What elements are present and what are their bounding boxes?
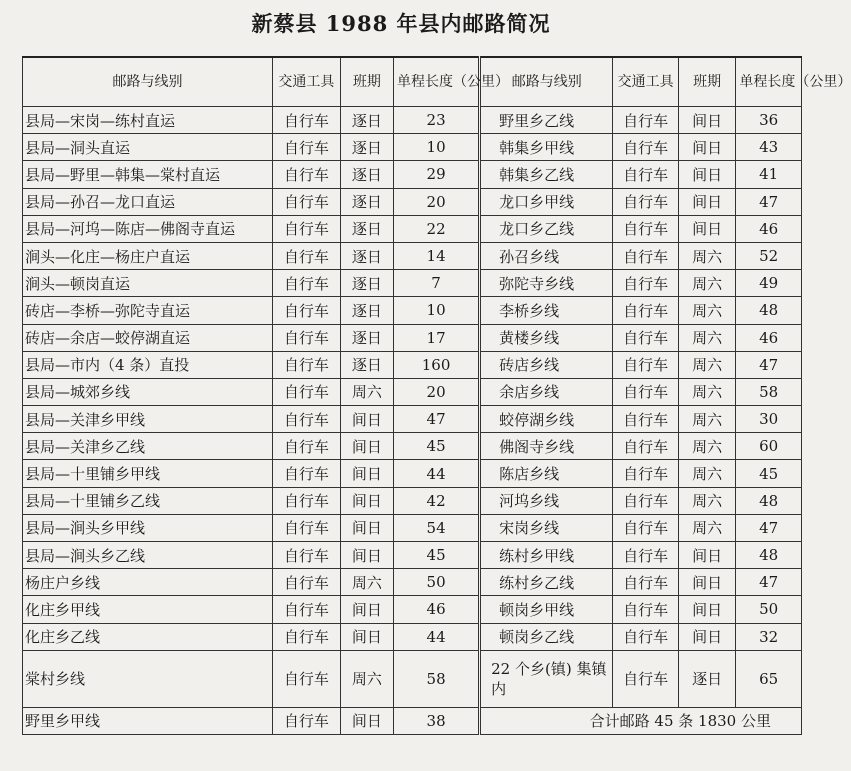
transport-cell: 自行车 bbox=[273, 215, 341, 242]
table-row bbox=[23, 707, 802, 734]
transport-cell: 自行车 bbox=[273, 460, 341, 487]
schedule-cell: 间日 bbox=[340, 707, 393, 734]
transport-cell-right: 自行车 bbox=[613, 378, 679, 405]
transport-cell: 自行车 bbox=[273, 514, 341, 541]
length-cell: 10 bbox=[394, 297, 480, 324]
length-cell-right: 50 bbox=[736, 596, 802, 623]
transport-cell: 自行车 bbox=[273, 707, 341, 734]
schedule-cell-right: 间日 bbox=[678, 596, 735, 623]
transport-cell: 自行车 bbox=[273, 542, 341, 569]
table-row bbox=[23, 324, 802, 351]
length-cell: 58 bbox=[394, 650, 480, 707]
schedule-cell-right: 间日 bbox=[678, 161, 735, 188]
table-row bbox=[23, 351, 802, 378]
table-row bbox=[23, 188, 802, 215]
schedule-cell: 逐日 bbox=[340, 270, 393, 297]
table-header-row bbox=[23, 57, 802, 107]
length-cell-right: 30 bbox=[736, 406, 802, 433]
schedule-cell: 逐日 bbox=[340, 188, 393, 215]
transport-cell-right: 自行车 bbox=[613, 514, 679, 541]
transport-cell: 自行车 bbox=[273, 378, 341, 405]
length-cell-right: 41 bbox=[736, 161, 802, 188]
route-name-right: 韩集乡乙线 bbox=[480, 161, 613, 188]
transport-cell: 自行车 bbox=[273, 134, 341, 161]
length-cell-right: 46 bbox=[736, 215, 802, 242]
length-cell-right: 47 bbox=[736, 569, 802, 596]
length-cell: 22 bbox=[394, 215, 480, 242]
transport-cell-right: 自行车 bbox=[613, 270, 679, 297]
route-name: 杨庄户乡线 bbox=[23, 569, 273, 596]
schedule-cell: 间日 bbox=[340, 623, 393, 650]
route-name-right: 龙口乡乙线 bbox=[480, 215, 613, 242]
length-cell-right: 48 bbox=[736, 487, 802, 514]
transport-cell-right: 自行车 bbox=[613, 297, 679, 324]
length-cell-right: 45 bbox=[736, 460, 802, 487]
schedule-cell-right: 间日 bbox=[678, 188, 735, 215]
postal-routes-table bbox=[22, 56, 851, 735]
schedule-cell-right: 周六 bbox=[678, 514, 735, 541]
route-name: 县局—市内（4 条）直投 bbox=[23, 351, 273, 378]
schedule-cell: 间日 bbox=[340, 487, 393, 514]
table-row bbox=[23, 542, 802, 569]
table-row bbox=[23, 242, 802, 269]
length-cell: 160 bbox=[394, 351, 480, 378]
table-row bbox=[23, 161, 802, 188]
route-name-right: 李桥乡线 bbox=[480, 297, 613, 324]
table-row bbox=[23, 433, 802, 460]
transport-cell: 自行车 bbox=[273, 270, 341, 297]
length-cell-right: 52 bbox=[736, 242, 802, 269]
schedule-cell: 间日 bbox=[340, 596, 393, 623]
schedule-cell-right: 间日 bbox=[678, 542, 735, 569]
length-cell-right: 46 bbox=[736, 324, 802, 351]
transport-cell-right: 自行车 bbox=[613, 188, 679, 215]
schedule-cell: 逐日 bbox=[340, 107, 393, 134]
route-name-right: 陈店乡线 bbox=[480, 460, 613, 487]
schedule-cell-right: 间日 bbox=[678, 134, 735, 161]
schedule-cell-right: 周六 bbox=[678, 487, 735, 514]
header-route: 邮路与线别 bbox=[23, 57, 273, 107]
transport-cell: 自行车 bbox=[273, 324, 341, 351]
table-row bbox=[23, 487, 802, 514]
schedule-cell-right: 间日 bbox=[678, 623, 735, 650]
table-row bbox=[23, 378, 802, 405]
schedule-cell-right: 周六 bbox=[678, 406, 735, 433]
length-cell: 17 bbox=[394, 324, 480, 351]
length-cell-right: 47 bbox=[736, 351, 802, 378]
schedule-cell-right: 周六 bbox=[678, 242, 735, 269]
schedule-cell-right: 间日 bbox=[678, 569, 735, 596]
route-name: 野里乡甲线 bbox=[23, 707, 273, 734]
transport-cell: 自行车 bbox=[273, 297, 341, 324]
length-cell: 45 bbox=[394, 433, 480, 460]
transport-cell-right: 自行车 bbox=[613, 569, 679, 596]
route-name: 县局—十里铺乡甲线 bbox=[23, 460, 273, 487]
route-name-right: 顿岗乡甲线 bbox=[480, 596, 613, 623]
schedule-cell: 逐日 bbox=[340, 242, 393, 269]
schedule-cell-right: 逐日 bbox=[678, 650, 735, 707]
transport-cell-right: 自行车 bbox=[613, 161, 679, 188]
schedule-cell: 逐日 bbox=[340, 324, 393, 351]
transport-cell: 自行车 bbox=[273, 351, 341, 378]
route-name: 县局—十里铺乡乙线 bbox=[23, 487, 273, 514]
length-cell-right: 48 bbox=[736, 297, 802, 324]
postal-routes-table-wrap bbox=[22, 56, 851, 735]
length-cell: 46 bbox=[394, 596, 480, 623]
route-name: 化庄乡乙线 bbox=[23, 623, 273, 650]
route-name-right: 弥陀寺乡线 bbox=[480, 270, 613, 297]
route-name: 县局—关津乡甲线 bbox=[23, 406, 273, 433]
transport-cell-right: 自行车 bbox=[613, 134, 679, 161]
route-name: 涧头—顿岗直运 bbox=[23, 270, 273, 297]
transport-cell-right: 自行车 bbox=[613, 433, 679, 460]
table-row bbox=[23, 270, 802, 297]
table-row bbox=[23, 514, 802, 541]
schedule-cell: 逐日 bbox=[340, 161, 393, 188]
header-transport-right: 交通工具 bbox=[613, 57, 679, 107]
length-cell-right: 47 bbox=[736, 188, 802, 215]
table-row bbox=[23, 569, 802, 596]
schedule-cell-right: 间日 bbox=[678, 107, 735, 134]
schedule-cell: 间日 bbox=[340, 542, 393, 569]
transport-cell-right: 自行车 bbox=[613, 324, 679, 351]
transport-cell: 自行车 bbox=[273, 596, 341, 623]
transport-cell-right: 自行车 bbox=[613, 650, 679, 707]
route-name: 化庄乡甲线 bbox=[23, 596, 273, 623]
schedule-cell: 间日 bbox=[340, 514, 393, 541]
schedule-cell-right: 间日 bbox=[678, 215, 735, 242]
route-name: 县局—洞头直运 bbox=[23, 134, 273, 161]
schedule-cell: 间日 bbox=[340, 460, 393, 487]
route-name-right: 龙口乡甲线 bbox=[480, 188, 613, 215]
schedule-cell-right: 周六 bbox=[678, 270, 735, 297]
route-name: 县局—城郊乡线 bbox=[23, 378, 273, 405]
transport-cell: 自行车 bbox=[273, 242, 341, 269]
length-cell: 38 bbox=[394, 707, 480, 734]
transport-cell-right: 自行车 bbox=[613, 487, 679, 514]
header-schedule-right: 班期 bbox=[678, 57, 735, 107]
table-row bbox=[23, 297, 802, 324]
schedule-cell-right: 周六 bbox=[678, 297, 735, 324]
length-cell: 47 bbox=[394, 406, 480, 433]
transport-cell: 自行车 bbox=[273, 487, 341, 514]
route-name-right: 蛟停湖乡线 bbox=[480, 406, 613, 433]
transport-cell-right: 自行车 bbox=[613, 242, 679, 269]
table-row bbox=[23, 406, 802, 433]
length-cell-right: 32 bbox=[736, 623, 802, 650]
route-name-right: 韩集乡甲线 bbox=[480, 134, 613, 161]
table-row bbox=[23, 460, 802, 487]
route-name-right: 佛阁寺乡线 bbox=[480, 433, 613, 460]
route-name-right: 顿岗乡乙线 bbox=[480, 623, 613, 650]
route-name-right: 宋岗乡线 bbox=[480, 514, 613, 541]
length-cell-right: 36 bbox=[736, 107, 802, 134]
schedule-cell: 间日 bbox=[340, 433, 393, 460]
table-body bbox=[23, 107, 802, 735]
length-cell: 14 bbox=[394, 242, 480, 269]
length-cell: 7 bbox=[394, 270, 480, 297]
transport-cell-right: 自行车 bbox=[613, 460, 679, 487]
length-cell: 54 bbox=[394, 514, 480, 541]
length-cell-right: 43 bbox=[736, 134, 802, 161]
route-name: 砖店—李桥—弥陀寺直运 bbox=[23, 297, 273, 324]
route-name-right: 野里乡乙线 bbox=[480, 107, 613, 134]
transport-cell: 自行车 bbox=[273, 161, 341, 188]
route-name: 棠村乡线 bbox=[23, 650, 273, 707]
total-summary: 合计邮路 45 条 1830 公里 bbox=[480, 707, 802, 734]
length-cell: 10 bbox=[394, 134, 480, 161]
schedule-cell: 逐日 bbox=[340, 134, 393, 161]
transport-cell-right: 自行车 bbox=[613, 351, 679, 378]
route-name: 县局—孙召—龙口直运 bbox=[23, 188, 273, 215]
table-row bbox=[23, 623, 802, 650]
transport-cell-right: 自行车 bbox=[613, 623, 679, 650]
route-name-right: 余店乡线 bbox=[480, 378, 613, 405]
header-length: 单程长度（公里） bbox=[394, 57, 480, 107]
page-title: 新蔡县 1988 年县内邮路简况 bbox=[251, 11, 551, 36]
schedule-cell-right: 周六 bbox=[678, 351, 735, 378]
route-name-right: 练村乡乙线 bbox=[480, 569, 613, 596]
length-cell: 44 bbox=[394, 460, 480, 487]
length-cell: 29 bbox=[394, 161, 480, 188]
route-name: 县局—关津乡乙线 bbox=[23, 433, 273, 460]
route-name: 县局—野里—韩集—棠村直运 bbox=[23, 161, 273, 188]
schedule-cell-right: 周六 bbox=[678, 378, 735, 405]
transport-cell: 自行车 bbox=[273, 406, 341, 433]
route-name-right: 黄楼乡线 bbox=[480, 324, 613, 351]
schedule-cell: 周六 bbox=[340, 650, 393, 707]
transport-cell: 自行车 bbox=[273, 433, 341, 460]
table-row bbox=[23, 215, 802, 242]
schedule-cell-right: 周六 bbox=[678, 433, 735, 460]
transport-cell-right: 自行车 bbox=[613, 215, 679, 242]
route-name: 县局—宋岗—练村直运 bbox=[23, 107, 273, 134]
route-name: 县局—涧头乡乙线 bbox=[23, 542, 273, 569]
table-row bbox=[23, 134, 802, 161]
transport-cell-right: 自行车 bbox=[613, 542, 679, 569]
schedule-cell: 周六 bbox=[340, 378, 393, 405]
length-cell: 50 bbox=[394, 569, 480, 596]
route-name: 县局—涧头乡甲线 bbox=[23, 514, 273, 541]
transport-cell: 自行车 bbox=[273, 107, 341, 134]
length-cell: 20 bbox=[394, 378, 480, 405]
length-cell: 44 bbox=[394, 623, 480, 650]
table-row bbox=[23, 650, 802, 707]
transport-cell-right: 自行车 bbox=[613, 406, 679, 433]
schedule-cell: 逐日 bbox=[340, 351, 393, 378]
route-name-right: 河坞乡线 bbox=[480, 487, 613, 514]
route-name: 涧头—化庄—杨庄户直运 bbox=[23, 242, 273, 269]
length-cell: 42 bbox=[394, 487, 480, 514]
length-cell: 23 bbox=[394, 107, 480, 134]
schedule-cell: 逐日 bbox=[340, 215, 393, 242]
route-name: 县局—河坞—陈店—佛阁寺直运 bbox=[23, 215, 273, 242]
route-name-right: 练村乡甲线 bbox=[480, 542, 613, 569]
length-cell: 45 bbox=[394, 542, 480, 569]
schedule-cell-right: 周六 bbox=[678, 460, 735, 487]
table-row bbox=[23, 107, 802, 134]
header-schedule: 班期 bbox=[340, 57, 393, 107]
transport-cell: 自行车 bbox=[273, 188, 341, 215]
transport-cell: 自行车 bbox=[273, 623, 341, 650]
transport-cell-right: 自行车 bbox=[613, 107, 679, 134]
length-cell-right: 47 bbox=[736, 514, 802, 541]
length-cell-right: 48 bbox=[736, 542, 802, 569]
transport-cell: 自行车 bbox=[273, 650, 341, 707]
header-route-right: 邮路与线别 bbox=[480, 57, 613, 107]
route-name-right: 22 个乡(镇) 集镇内 bbox=[480, 650, 613, 707]
length-cell-right: 60 bbox=[736, 433, 802, 460]
route-name-right: 砖店乡线 bbox=[480, 351, 613, 378]
header-transport: 交通工具 bbox=[273, 57, 341, 107]
schedule-cell-right: 周六 bbox=[678, 324, 735, 351]
transport-cell-right: 自行车 bbox=[613, 596, 679, 623]
length-cell: 20 bbox=[394, 188, 480, 215]
schedule-cell: 周六 bbox=[340, 569, 393, 596]
schedule-cell: 逐日 bbox=[340, 297, 393, 324]
length-cell-right: 65 bbox=[736, 650, 802, 707]
header-length-right: 单程长度（公里） bbox=[736, 57, 802, 107]
transport-cell: 自行车 bbox=[273, 569, 341, 596]
route-name-right: 孙召乡线 bbox=[480, 242, 613, 269]
schedule-cell: 间日 bbox=[340, 406, 393, 433]
route-name: 砖店—余店—蛟停湖直运 bbox=[23, 324, 273, 351]
table-row bbox=[23, 596, 802, 623]
length-cell-right: 58 bbox=[736, 378, 802, 405]
length-cell-right: 49 bbox=[736, 270, 802, 297]
